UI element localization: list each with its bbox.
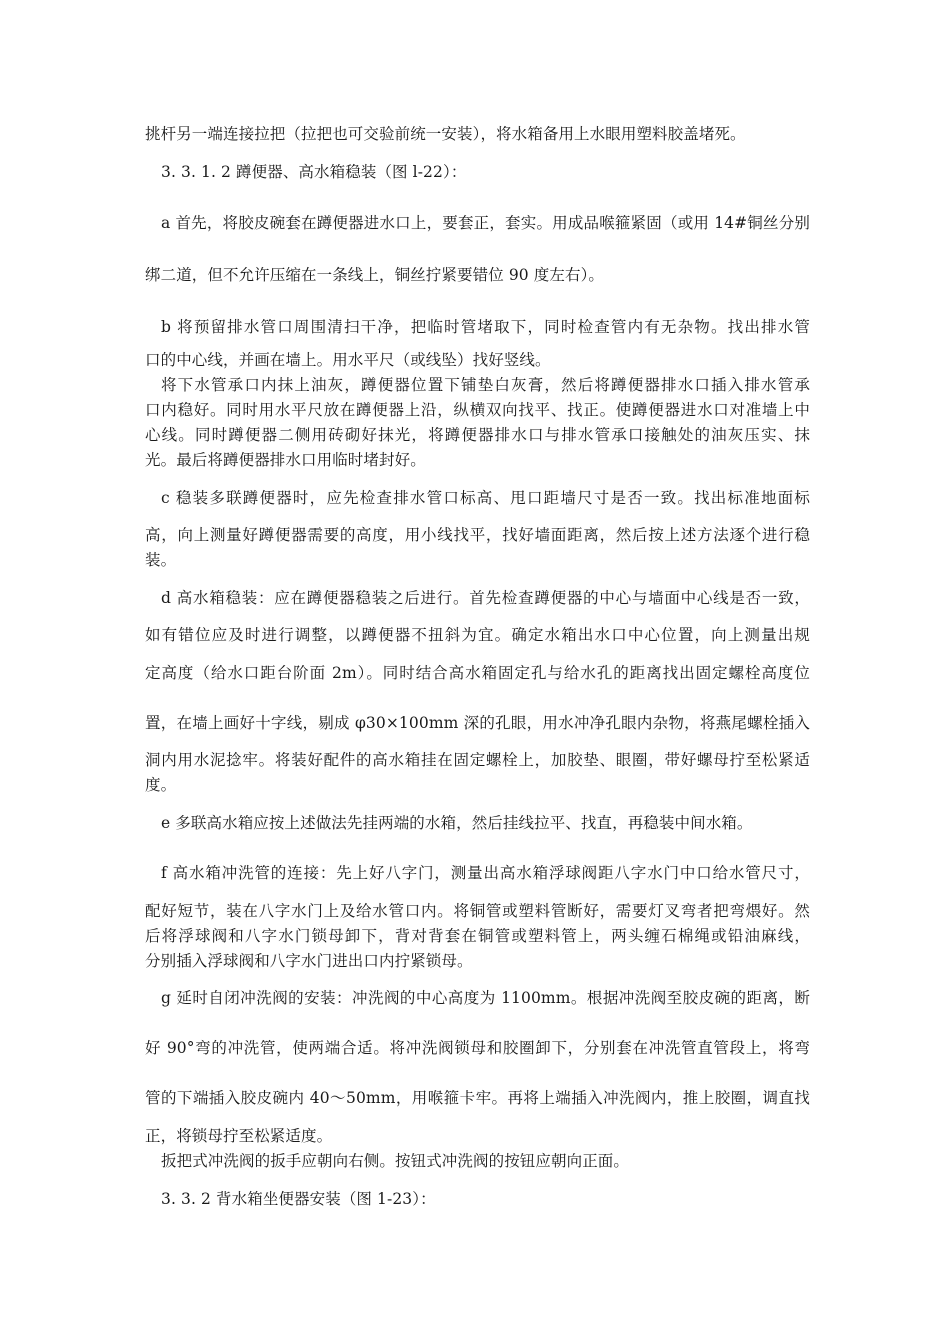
text-line: 装。 [145,551,177,569]
text-line: d 高水箱稳装：应在蹲便器稳装之后进行。首先检查蹲便器的中心与墙面中心线是否一致， [161,589,810,607]
text-line: 正，将锁母拧至松紧适度。 [145,1127,333,1145]
text-line: 置，在墙上画好十字线，剔成 φ30×100mm 深的孔眼，用水冲净孔眼内杂物，将燕尾螺栓插入 [145,714,810,732]
text-line: 口的中心线，并画在墙上。用水平尺（或线坠）找好竖线。 [145,351,551,369]
text-line: 分别插入浮球阀和八字水门进出口内拧紧锁母。 [145,952,473,970]
text-line: 如有错位应及时进行调整，以蹲便器不扭斜为宜。确定水箱出水口中心位置，向上测量出规 [145,626,810,644]
text-line: 管的下端插入胶皮碗内 40～50mm，用喉箍卡牢。再将上端插入冲洗阀内，推上胶圈，调直找 [145,1089,810,1107]
text-line: b 将预留排水管口周围清扫干净，把临时管堵取下，同时检查管内有无杂物。找出排水管 [161,318,810,336]
section-heading: 3. 3. 1. 2 蹲便器、高水箱稳装（图 l-22）： [161,163,467,181]
text-line: 度。 [145,776,177,794]
text-line: f 高水箱冲洗管的连接：先上好八字门，测量出高水箱浮球阀距八字水门中口给水管尺寸， [161,864,810,882]
text-line: 洞内用水泥捻牢。将装好配件的高水箱挂在固定螺栓上，加胶垫、眼圈，带好螺母拧至松紧适 [145,751,810,769]
text-line: 扳把式冲洗阀的扳手应朝向右侧。按钮式冲洗阀的按钮应朝向正面。 [161,1152,630,1170]
text-line: 口内稳好。同时用水平尺放在蹲便器上沿，纵横双向找平、找正。使蹲便器进水口对准墙上中 [145,401,810,419]
text-line: e 多联高水箱应按上述做法先挂两端的水箱，然后挂线拉平、找直，再稳装中间水箱。 [161,814,753,832]
text-line: 后将浮球阀和八字水门锁母卸下，背对背套在铜管或塑料管上，两头缠石棉绳或铅油麻线， [145,927,810,945]
text-line: 光。最后将蹲便器排水口用临时堵封好。 [145,451,426,469]
text-line: a 首先，将胶皮碗套在蹲便器进水口上，要套正，套实。用成品喉箍紧固（或用 14#铜丝分别 [161,214,810,232]
text-line: 心线。同时蹲便器二侧用砖砌好抹光，将蹲便器排水口与排水管承口接触处的油灰压实、抹 [145,426,810,444]
text-line: g 延时自闭冲洗阀的安装：冲洗阀的中心高度为 1100mm。根据冲洗阀至胶皮碗的距离，断 [161,989,810,1007]
text-line: 定高度（给水口距台阶面 2m）。同时结合高水箱固定孔与给水孔的距离找出固定螺栓高度位 [145,664,810,682]
section-heading: 3. 3. 2 背水箱坐便器安装（图 1-23）： [161,1190,436,1208]
text-line: 配好短节，装在八字水门上及给水管口内。将铜管或塑料管断好，需要灯叉弯者把弯煨好。然 [145,902,810,920]
text-line: 绑二道，但不允许压缩在一条线上，铜丝拧紧要错位 90 度左右）。 [145,266,605,284]
text-line: 好 90°弯的冲洗管，使两端合适。将冲洗阀锁母和胶圈卸下，分别套在冲洗管直管段上，将弯 [145,1039,810,1057]
text-line: 将下水管承口内抹上油灰，蹲便器位置下铺垫白灰膏，然后将蹲便器排水口插入排水管承 [161,376,810,394]
text-line: c 稳装多联蹲便器时，应先检查排水管口标高、甩口距墙尺寸是否一致。找出标准地面标 [161,489,810,507]
text-line: 高，向上测量好蹲便器需要的高度，用小线找平，找好墙面距离，然后按上述方法逐个进行稳 [145,526,810,544]
text-line: 挑杆另一端连接拉把（拉把也可交验前统一安装），将水箱备用上水眼用塑料胶盖堵死。 [145,125,746,143]
